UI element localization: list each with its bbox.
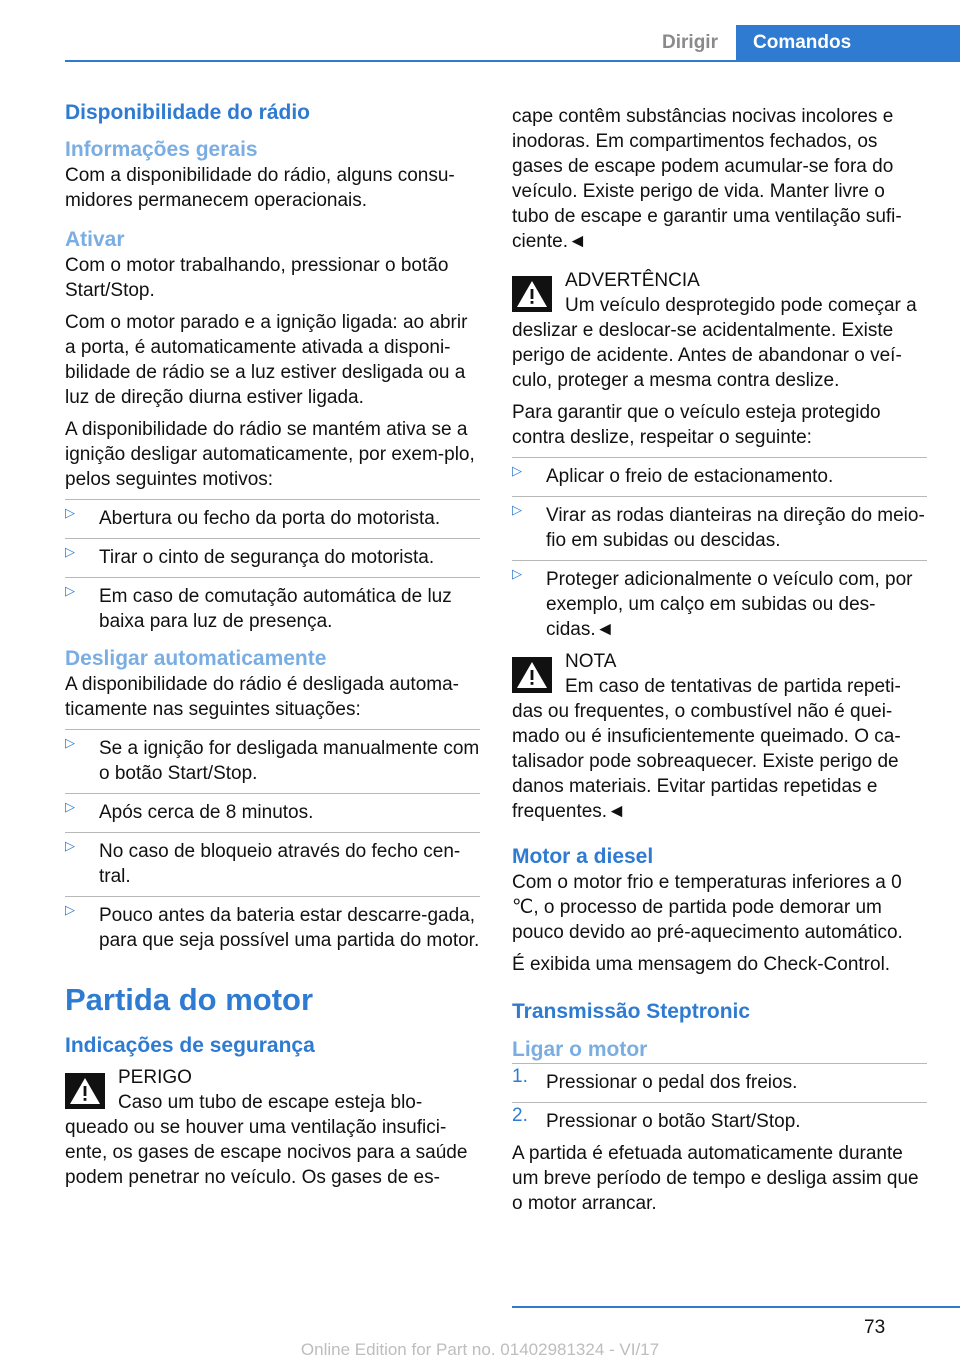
warning-icon (512, 657, 552, 693)
danger-label: PERIGO (118, 1067, 192, 1088)
note-warning (512, 649, 927, 824)
paragraph-auto-off: A disponibilidade do rádio é desligada automa‐ticamente nas seguintes situações: (65, 674, 459, 720)
paragraph-general-info: Com a disponibilidade do rádio, alguns consu‐midores permanecem operacionais. (65, 165, 455, 211)
heading-auto-off: Desligar automaticamente (65, 647, 327, 670)
list-item: ▷ Em caso de comutação automática de luz baixa para luz de presença. (65, 577, 480, 634)
paragraph-activate-1: Com o motor trabalhando, pressionar o botão Start/Stop. (65, 255, 449, 301)
paragraph-diesel: Com o motor frio e temperaturas inferiores a 0 ℃, o processo de partida pode demorar um pouco devido ao pré-aquecimento automático. (512, 872, 903, 943)
paragraph-activate-3: A disponibilidade do rádio se mantém ativa se a ignição desligar automaticamente, por exem‐plo, pelos seguintes motivos: (65, 419, 475, 490)
triangle-bullet-icon: ▷ (512, 566, 522, 581)
footer-rule (512, 1306, 960, 1308)
list-item: ▷ Proteger adicionalmente o veículo com, por exemplo, um calço em subidas ou des‐cidas.◄ (512, 560, 927, 642)
list-item: ▷ Virar as rodas dianteiras na direção do meio-fio em subidas ou descidas. (512, 496, 927, 553)
heading-steptronic: Transmissão Steptronic (512, 1000, 751, 1023)
triangle-bullet-icon: ▷ (65, 902, 75, 917)
list-item: ▷ Pouco antes da bateria estar descarre‐gada, para que seja possível uma partida do motor. (65, 896, 480, 953)
edition-footer: Online Edition for Part no. 01402981324 - VI/17 (300, 1340, 660, 1359)
list-item: ▷ Tirar o cinto de segurança do motorista. (65, 538, 480, 570)
heading-engine-start: Partida do motor (65, 982, 314, 1017)
caution-text: Um veículo desprotegido pode começar a deslizar e deslocar-se acidentalmente. Existe perigo de acidente. Antes de abandonar o veí‐culo, proteger a mesma contra deslize. (512, 295, 917, 391)
triangle-bullet-icon: ▷ (512, 463, 522, 478)
chapter-tab: Comandos (736, 25, 960, 62)
triangle-bullet-icon: ▷ (65, 544, 75, 559)
list-item: ▷ Aplicar o freio de estacionamento. (512, 457, 927, 489)
heading-radio-availability: Disponibilidade do rádio (65, 101, 311, 124)
reasons-list (65, 499, 480, 634)
page-number: 73 (864, 1317, 886, 1338)
danger-warning (65, 1065, 480, 1190)
situations-list (65, 729, 480, 953)
heading-safety-notes: Indicações de segurança (65, 1034, 315, 1057)
paragraph-ensure: Para garantir que o veículo esteja protegido contra deslize, respeitar o seguinte: (512, 402, 881, 448)
right-column (512, 104, 927, 1223)
note-text: Em caso de tentativas de partida repeti‐das ou frequentes, o combustível não é quei‐mado ou é insuficientemente queimado. O ca‐talisador pode sobreaquecer. Existe perigo de danos materiais. Evitar partidas repetidas e frequentes.◄ (512, 676, 901, 822)
warning-icon (512, 276, 552, 312)
list-item: 1. Pressionar o pedal dos freios. (512, 1063, 927, 1095)
list-item: ▷ Abertura ou fecho da porta do motorista. (65, 499, 480, 531)
header-rule (65, 60, 960, 62)
paragraph-danger-continued: cape contêm substâncias nocivas incolores e inodoras. Em compartimentos fechados, os gases de escape podem acumular-se fora do veículo. Existe perigo de vida. Manter livre o tubo de escape e garantir uma ventilação sufi‐ciente.◄ (512, 106, 902, 252)
heading-general-info: Informações gerais (65, 138, 258, 161)
danger-text: Caso um tubo de escape esteja blo‐queado ou se houver uma ventilação insufici‐ente, os gases de escape nocivos para a saúde podem penetrar no veículo. Os gases de es‐ (65, 1092, 468, 1188)
slide-protection-list (512, 457, 927, 642)
left-column (65, 100, 480, 1197)
list-item: ▷ Após cerca de 8 minutos. (65, 793, 480, 825)
list-item: ▷ Se a ignição for desligada manualmente com o botão Start/Stop. (65, 729, 480, 786)
warning-icon (65, 1073, 105, 1109)
heading-diesel: Motor a diesel (512, 845, 654, 868)
caution-warning (512, 268, 927, 393)
triangle-bullet-icon: ▷ (65, 735, 75, 750)
triangle-bullet-icon: ▷ (65, 583, 75, 598)
heading-start-engine: Ligar o motor (512, 1038, 648, 1061)
steps-list (512, 1063, 927, 1134)
triangle-bullet-icon: ▷ (65, 799, 75, 814)
note-label: NOTA (565, 651, 617, 672)
triangle-bullet-icon: ▷ (512, 502, 522, 517)
paragraph-check-control: É exibida uma mensagem do Check-Control. (512, 954, 891, 975)
paragraph-activate-2: Com o motor parado e a ignição ligada: ao abrir a porta, é automaticamente ativada a disponi‐bilidade de rádio se a luz estiver desligada ou a luz de direção diurna estiver ligada. (65, 312, 468, 408)
triangle-bullet-icon: ▷ (65, 838, 75, 853)
section-tab: Dirigir (662, 32, 718, 53)
paragraph-start-final: A partida é efetuada automaticamente durante um breve período de tempo e desliga assim que o motor arrancar. (512, 1143, 919, 1214)
heading-activate: Ativar (65, 228, 125, 251)
triangle-bullet-icon: ▷ (65, 505, 75, 520)
list-item: 2. Pressionar o botão Start/Stop. (512, 1102, 927, 1134)
list-item: ▷ No caso de bloqueio através do fecho cen‐tral. (65, 832, 480, 889)
caution-label: ADVERTÊNCIA (565, 270, 700, 291)
